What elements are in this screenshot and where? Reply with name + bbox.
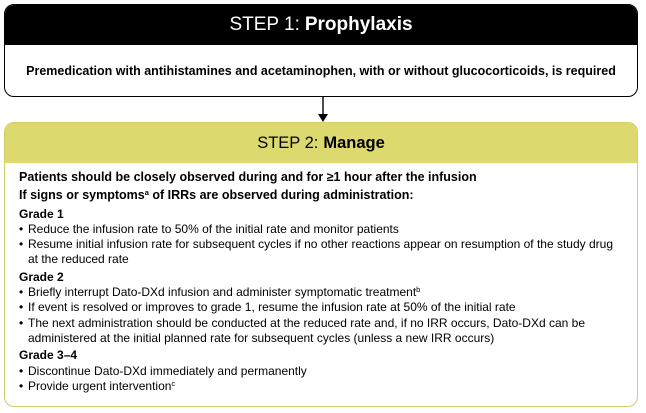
footnote-marker: c xyxy=(171,378,176,388)
list-item xyxy=(19,316,625,347)
grade-title: Grade 3–4 xyxy=(19,348,78,363)
item-text: If event is resolved or improves to grade 1, resume the infusion rate at 50% of the initial rate xyxy=(28,300,516,315)
item-text: Discontinue Dato-DXd immediately and permanently xyxy=(28,363,307,378)
item-text: The next administration should be conducted at the reduced rate and, if no IRR occurs, Dato-DXd can be administered at the initial planned rate for subsequent cycles (unless a new IRR occurs) xyxy=(28,315,585,345)
step1-text: Premedication with antihistamines and acetaminophen, with or without glucocorticoids, is required xyxy=(26,63,616,78)
step1-header xyxy=(5,5,637,45)
step2-body xyxy=(5,163,637,394)
item-text: Reduce the infusion rate to 50% of the initial rate and monitor patients xyxy=(28,221,399,236)
step2-label: STEP 2: xyxy=(257,133,319,152)
list-item xyxy=(19,237,625,268)
bullet-icon: • xyxy=(19,285,24,300)
step2-intro-observe: Patients should be closely observed during and for ≥1 hour after the infusion xyxy=(19,170,477,184)
item-text: Resume initial infusion rate for subsequent cycles if no other reactions appear on resumption of the study drug at the reduced rate xyxy=(28,237,613,267)
intro-text-start: If signs or symptoms xyxy=(19,188,145,203)
grade-title: Grade 2 xyxy=(19,269,64,284)
footnote-marker: b xyxy=(416,285,421,295)
step1-label: STEP 1: xyxy=(229,14,300,35)
step2-intro-signs xyxy=(19,188,625,203)
bullet-icon: • xyxy=(19,378,24,393)
intro-text-end: of IRRs are observed during administration: xyxy=(148,188,414,203)
footnote-marker: a xyxy=(144,188,149,198)
step2-title: Manage xyxy=(323,133,385,152)
bullet-icon: • xyxy=(19,221,24,236)
step1-title: Prophylaxis xyxy=(304,14,413,35)
bullet-icon: • xyxy=(19,300,24,315)
step2-header xyxy=(5,123,637,163)
list-item xyxy=(19,379,625,394)
item-text: Briefly interrupt Dato-DXd infusion and administer symptomatic treatment xyxy=(28,285,417,300)
grade-title: Grade 1 xyxy=(19,206,64,221)
bullet-icon: • xyxy=(19,315,24,330)
list-item xyxy=(19,300,625,315)
bullet-icon: • xyxy=(19,363,24,378)
bullet-icon: • xyxy=(19,237,24,252)
list-item xyxy=(19,222,625,237)
list-item xyxy=(19,364,625,379)
down-arrow-icon xyxy=(317,97,329,123)
item-text: Provide urgent intervention xyxy=(28,378,172,393)
step2-box xyxy=(4,122,638,407)
list-item xyxy=(19,285,625,300)
step1-box xyxy=(4,4,638,97)
